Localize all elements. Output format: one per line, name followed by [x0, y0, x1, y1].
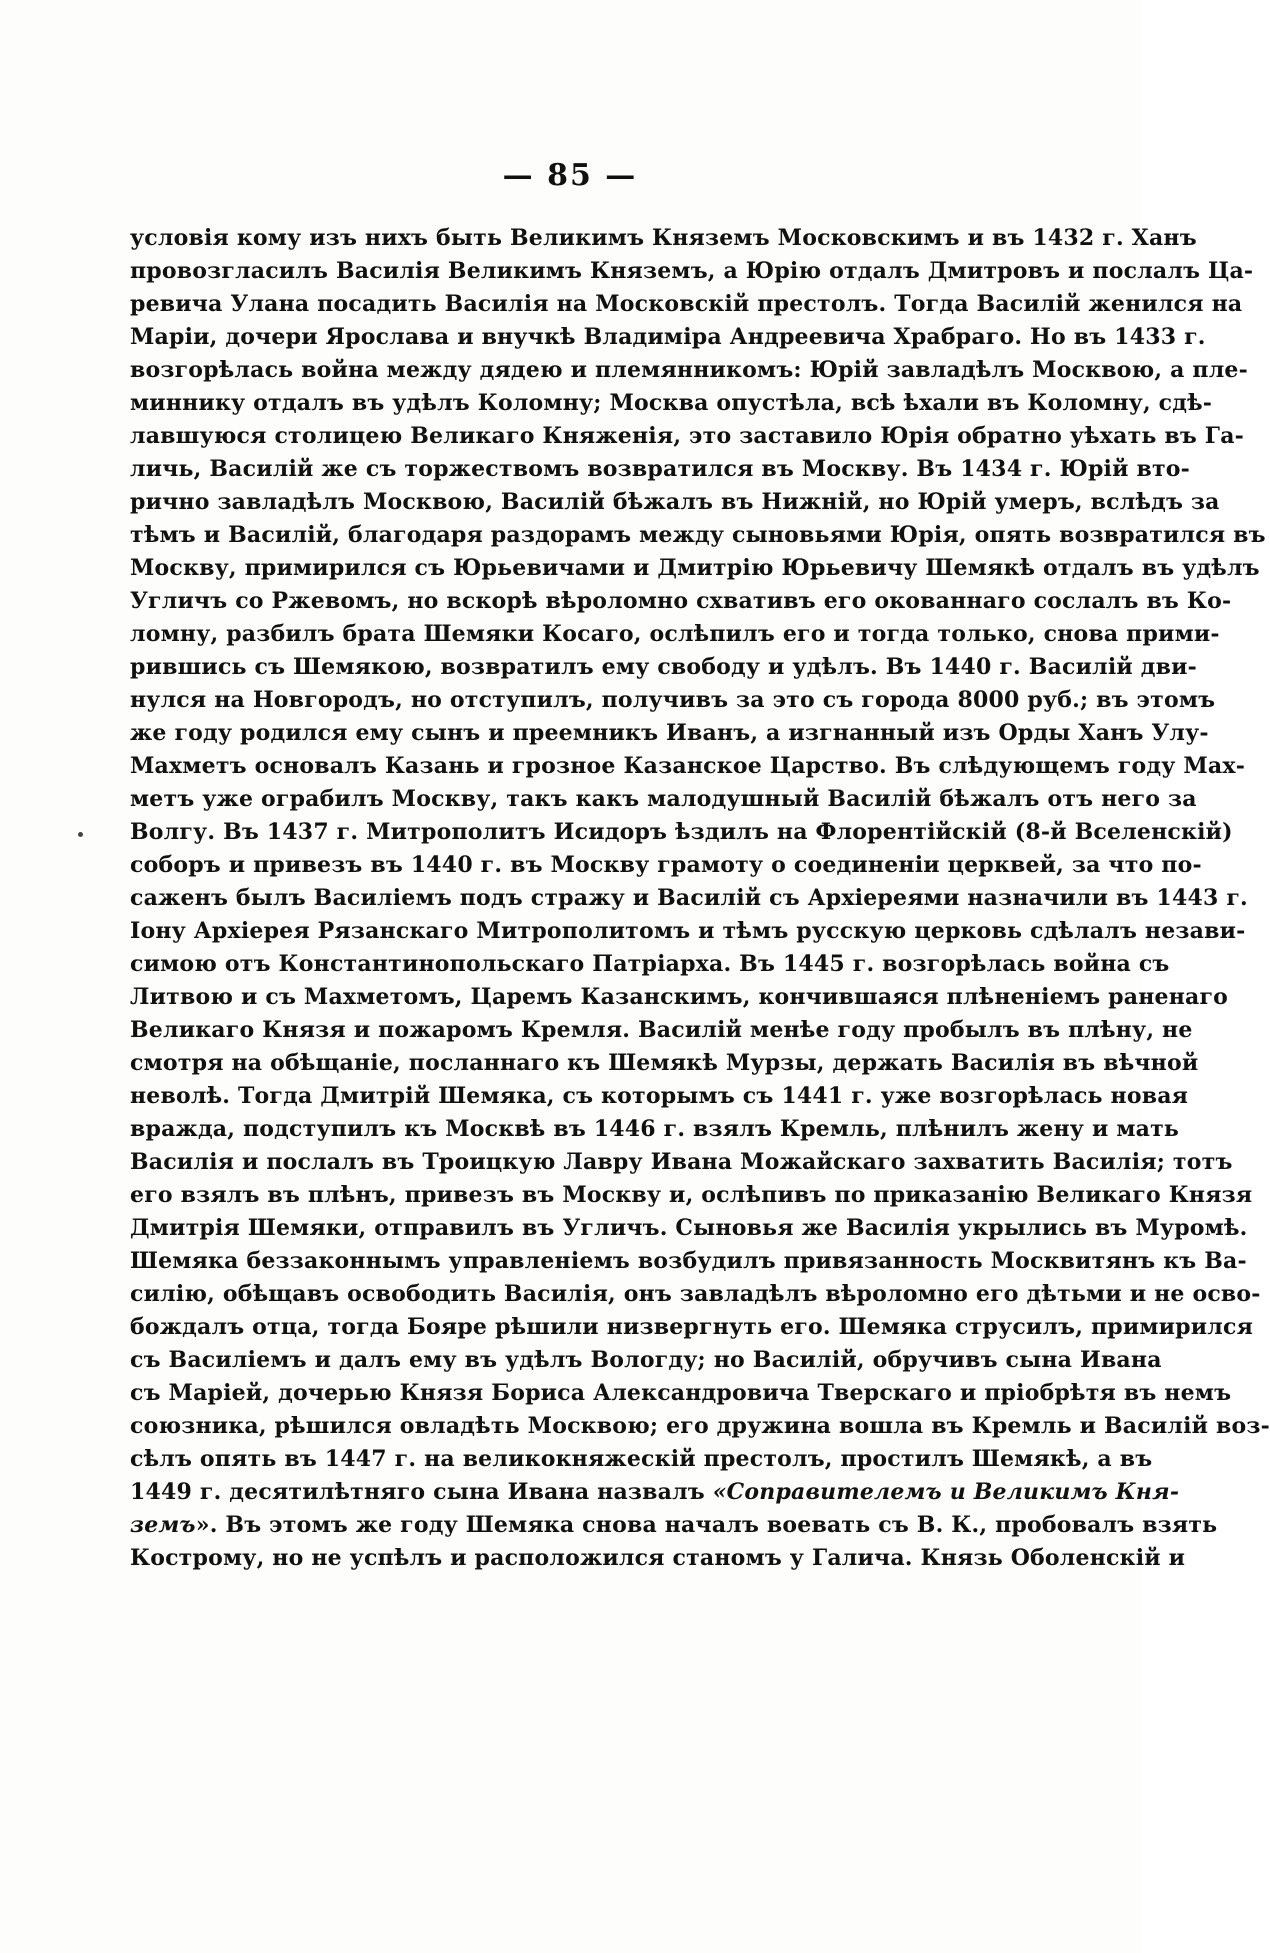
- text-line: силію, обѣщавъ освободить Василія, онъ завладѣлъ вѣроломно его дѣтьми и не осво-: [130, 1281, 1261, 1307]
- text-line: Кострому, но не успѣлъ и расположился станомъ у Галича. Князь Оболенскій и: [130, 1545, 1186, 1571]
- text-line: бождалъ отца, тогда Бояре рѣшили низвергнуть его. Шемяка струсилъ, примирился: [130, 1314, 1254, 1340]
- text-line: тѣмъ и Василій, благодаря раздорамъ между сыновьями Юрія, опять возвратился въ: [130, 522, 1266, 548]
- text-line: нулся на Новгородъ, но отступилъ, получивъ за это съ города 8000 руб.; въ этомъ: [130, 687, 1216, 713]
- text-line: сѣлъ опять въ 1447 г. на великокняжескій престолъ, простилъ Шемякѣ, а въ: [130, 1446, 1153, 1472]
- text-line: миннику отдалъ въ удѣлъ Коломну; Москва опустѣла, всѣ ѣхали въ Коломну, сдѣ-: [130, 390, 1213, 416]
- text-line: соборъ и привезъ въ 1440 г. въ Москву грамоту о соединеніи церквей, за что по-: [130, 852, 1202, 878]
- text-line: рично завладѣлъ Москвою, Василій бѣжалъ въ Нижній, но Юрій умеръ, вслѣдъ за: [130, 489, 1220, 515]
- text-line: Махметъ основалъ Казань и грозное Казанское Царство. Въ слѣдующемъ году Мах-: [130, 753, 1246, 779]
- text-line: лавшуюся столицею Великаго Княженія, это заставило Юрія обратно уѣхать въ Га-: [130, 423, 1244, 449]
- text-line: Василія и послалъ въ Троицкую Лавру Ивана Можайскаго захватить Василія; тотъ: [130, 1149, 1233, 1175]
- text-line: Волгу. Въ 1437 г. Митрополитъ Исидоръ ѣздилъ на Флорентійскій (8-й Вселенскій): [130, 819, 1233, 845]
- text-line: рившись съ Шемякою, возвратилъ ему свободу и удѣлъ. Въ 1440 г. Василій дви-: [130, 654, 1197, 680]
- text-line: вражда, подступилъ къ Москвѣ въ 1446 г. взялъ Кремль, плѣнилъ жену и мать: [130, 1116, 1180, 1142]
- margin-dot: [78, 832, 83, 837]
- text-line: Дмитрія Шемяки, отправилъ въ Угличъ. Сыновья же Василія укрылись въ Муромѣ.: [130, 1215, 1248, 1241]
- text-line: союзника, рѣшился овладѣть Москвою; его дружина вошла въ Кремль и Василій воз-: [130, 1413, 1270, 1439]
- text-line: Шемяка беззаконнымъ управленіемъ возбудилъ привязанность Москвитянъ къ Ва-: [130, 1248, 1247, 1274]
- text-line: метъ уже ограбилъ Москву, такъ какъ малодушный Василій бѣжалъ отъ него за: [130, 786, 1197, 812]
- italic-title-end: земъ: [130, 1512, 196, 1538]
- text-line: условія кому изъ нихъ быть Великимъ Княземъ Московскимъ и въ 1432 г. Ханъ: [130, 225, 1197, 251]
- text-line: неволѣ. Тогда Дмитрій Шемяка, съ которымъ съ 1441 г. уже возгорѣлась новая: [130, 1083, 1189, 1109]
- italic-title: «Соправителемъ и Великимъ Кня-: [712, 1479, 1180, 1505]
- text-line: ломну, разбилъ брата Шемяки Косаго, ослѣпилъ его и тогда только, снова прими-: [130, 621, 1220, 647]
- text-line: саженъ былъ Василіемъ подъ стражу и Василій съ Архіереями назначили въ 1443 г.: [130, 885, 1248, 911]
- text-line: смотря на обѣщаніе, посланнаго къ Шемякѣ Мурзы, держать Василія въ вѣчной: [130, 1050, 1199, 1076]
- text-line: съ Василіемъ и далъ ему въ удѣлъ Вологду; но Василій, обручивъ сына Ивана: [130, 1347, 1162, 1373]
- text-line: Маріи, дочери Ярослава и внучкѣ Владиміра Андреевича Храбраго. Но въ 1433 г.: [130, 324, 1206, 350]
- text-line: Москву, примирился съ Юрьевичами и Дмитрію Юрьевичу Шемякѣ отдалъ въ удѣлъ: [130, 555, 1260, 581]
- text-line: провозгласилъ Василія Великимъ Княземъ, а Юрію отдалъ Дмитровъ и послалъ Ца-: [130, 258, 1254, 284]
- text-line: личь, Василій же съ торжествомъ возвратился въ Москву. Въ 1434 г. Юрій вто-: [130, 456, 1191, 482]
- text-line: земъ». Въ этомъ же году Шемяка снова началъ воевать съ В. К., пробовалъ взять: [130, 1512, 1218, 1538]
- text-line: же году родился ему сынъ и преемникъ Иванъ, а изгнанный изъ Орды Ханъ Улу-: [130, 720, 1209, 746]
- text-line: Великаго Князя и пожаромъ Кремля. Василій менѣе году пробылъ въ плѣну, не: [130, 1017, 1193, 1043]
- text-line: ревича Улана посадить Василія на Московскій престолъ. Тогда Василій женился на: [130, 291, 1243, 317]
- text-line: его взялъ въ плѣнъ, привезъ въ Москву и, ослѣпивъ по приказанію Великаго Князя: [130, 1182, 1253, 1208]
- page-number: — 85 —: [502, 158, 638, 193]
- text-line: Іону Архіерея Рязанскаго Митрополитомъ и тѣмъ русскую церковь сдѣлалъ незави-: [130, 918, 1246, 944]
- text-line: Литвою и съ Махметомъ, Царемъ Казанскимъ, кончившаяся плѣненіемъ раненаго: [130, 984, 1229, 1010]
- text-line: Угличъ со Ржевомъ, но вскорѣ вѣроломно схвативъ его окованнаго сослалъ въ Ко-: [130, 588, 1232, 614]
- text-segment: 1449 г. десятилѣтняго сына Ивана назвалъ: [130, 1479, 705, 1505]
- text-line-with-italic: [130, 1476, 1180, 1509]
- text-line: возгорѣлась война между дядею и племянникомъ: Юрій завладѣлъ Москвою, а пле-: [130, 357, 1248, 383]
- text-line: симою отъ Константинопольскаго Патріарха. Въ 1445 г. возгорѣлась война съ: [130, 951, 1170, 977]
- body-text: [130, 222, 1270, 1575]
- text-line: съ Маріей, дочерью Князя Бориса Александровича Тверскаго и пріобрѣтя въ немъ: [130, 1380, 1232, 1406]
